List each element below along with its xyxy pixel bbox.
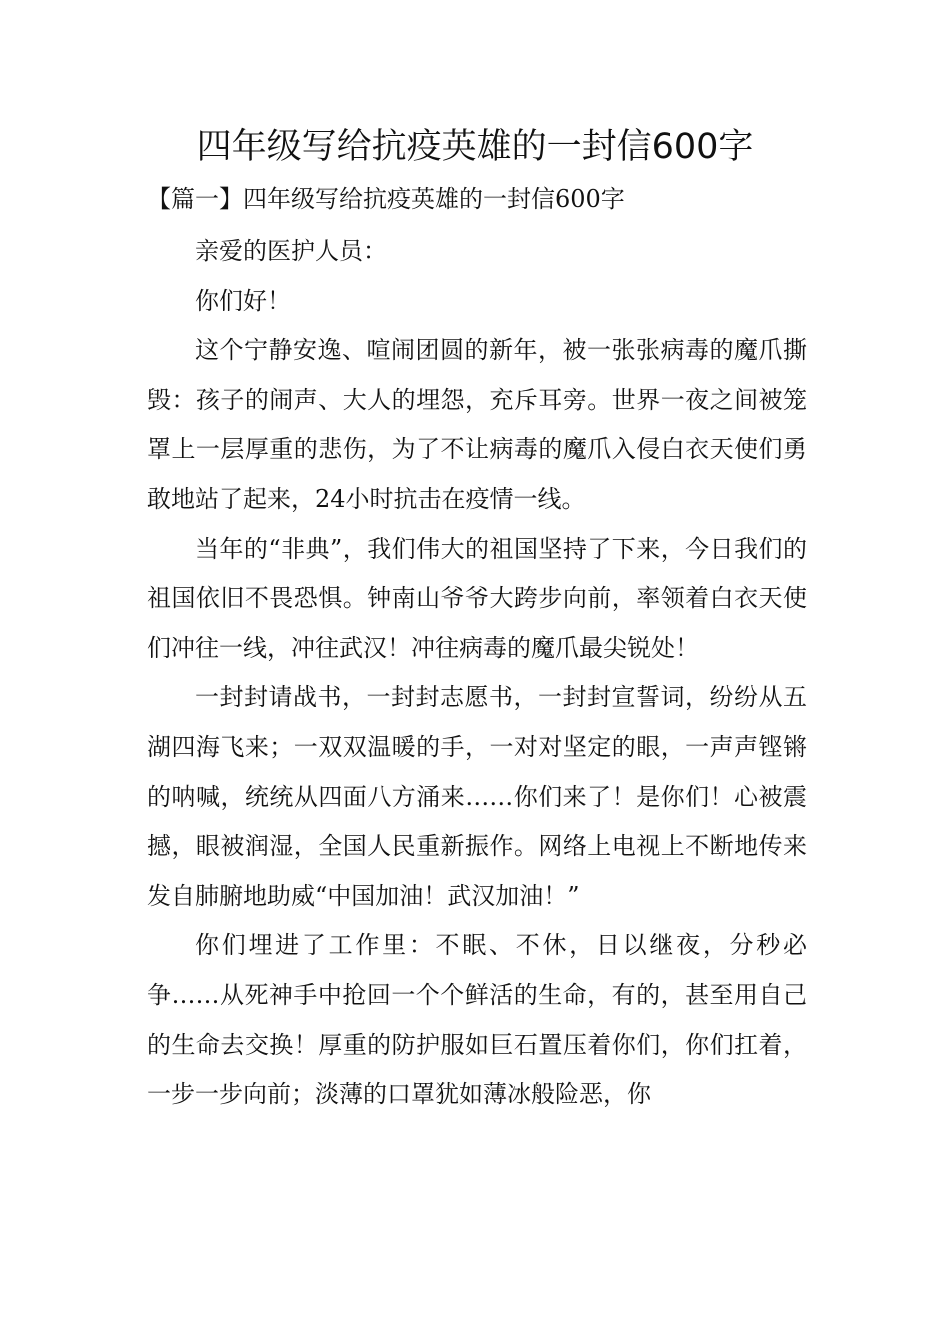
salutation: 亲爱的医护人员：: [195, 237, 387, 265]
letter-body: [147, 227, 807, 1120]
paragraph: 一封封请战书，一封封志愿书，一封封宣誓词，纷纷从五湖四海飞来；一双双温暖的手，一对对坚定的眼，一声声铿锵的呐喊，统统从四面八方涌来……你们来了！是你们！心被震撼，眼被润湿，全国人民重新振作。网络上电视上不断地传来发自肺腑地助威“中国加油！武汉加油！”: [147, 683, 807, 910]
paragraph: 当年的“非典”，我们伟大的祖国坚持了下来，今日我们的祖国依旧不畏恐惧。钟南山爷爷大跨步向前，率领着白衣天使们冲往一线，冲往武汉！冲往病毒的魔爪最尖锐处！: [147, 534, 807, 662]
section-heading: 【篇一】四年级写给抗疫英雄的一封信600字: [147, 185, 625, 213]
paragraph: 你们埋进了工作里：不眠、不休，日以继夜，分秒必争……从死神手中抢回一个个鲜活的生命，有的，甚至用自己的生命去交换！厚重的防护服如巨石置压着你们，你们扛着，一步一步向前；淡薄的口罩犹如薄冰般险恶，你: [147, 931, 807, 1109]
paragraph: 这个宁静安逸、喧闹团圆的新年，被一张张病毒的魔爪撕毁：孩子的闹声、大人的埋怨，充斥耳旁。世界一夜之间被笼罩上一层厚重的悲伤，为了不让病毒的魔爪入侵白衣天使们勇敢地站了起来，24小时抗击在疫情一线。: [147, 336, 807, 513]
greeting: 你们好！: [195, 286, 291, 315]
document-title: 四年级写给抗疫英雄的一封信600字: [196, 127, 754, 167]
